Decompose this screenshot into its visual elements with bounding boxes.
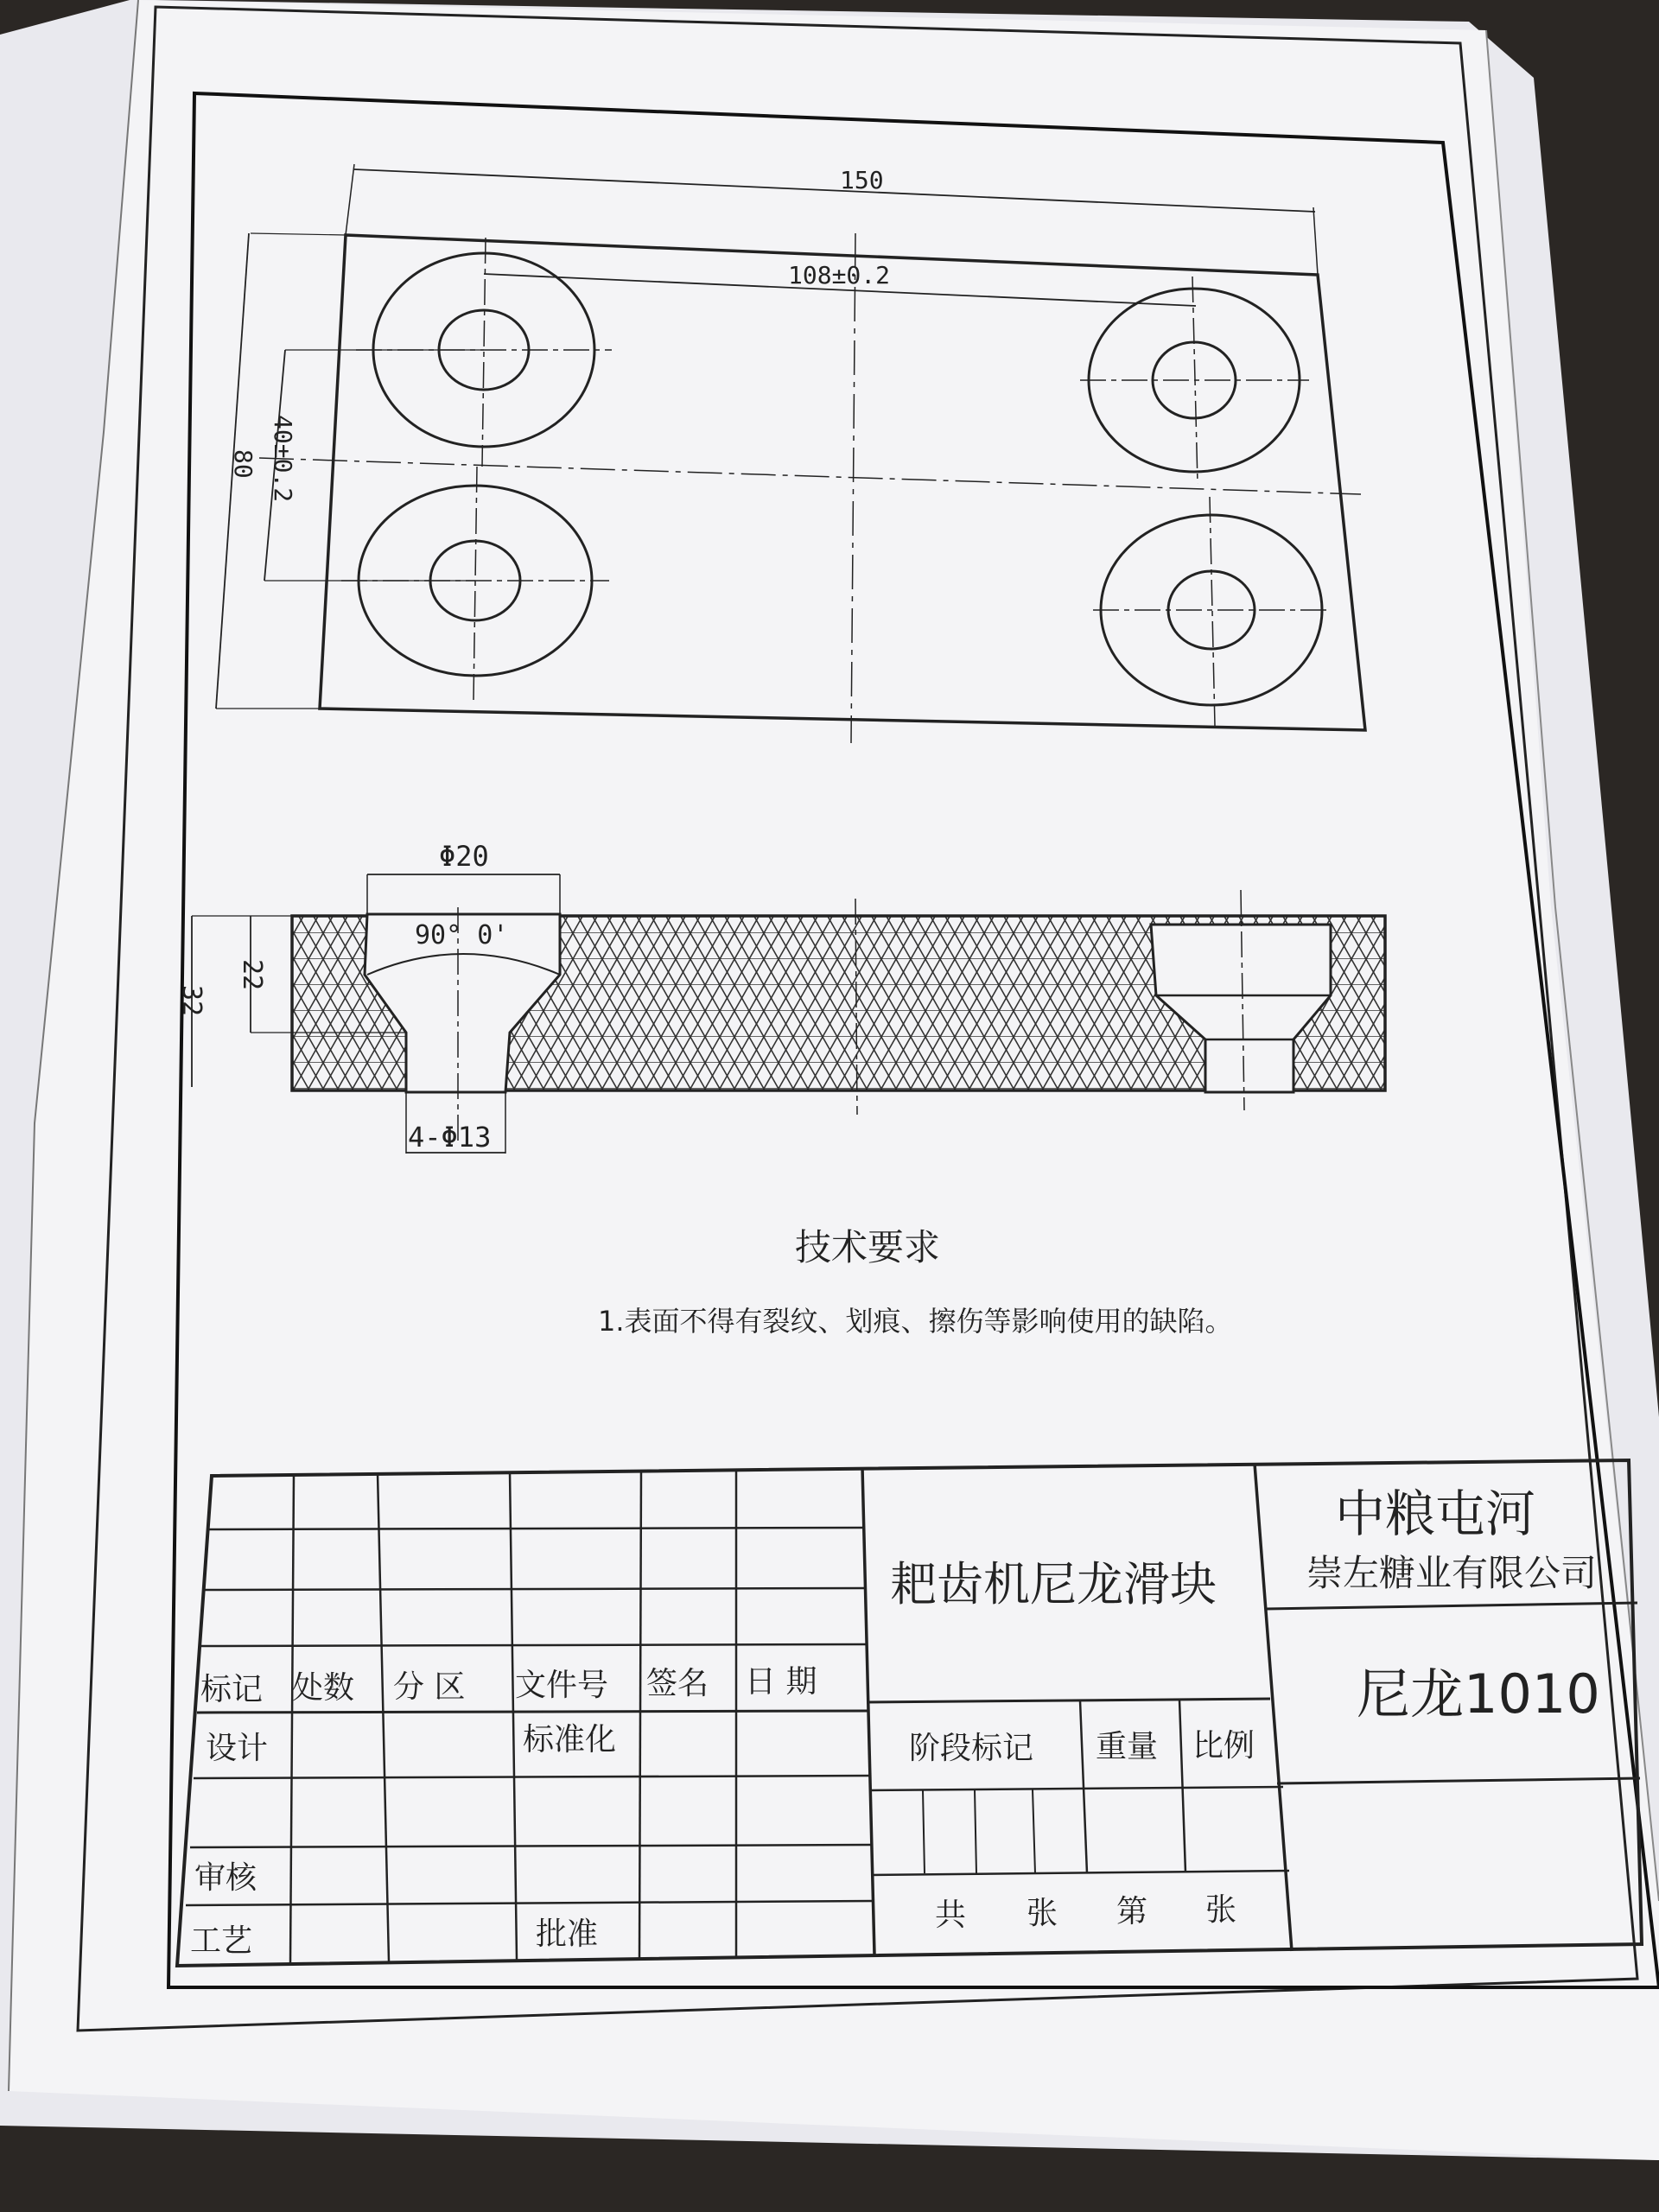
scale-label: 比例 xyxy=(1192,1728,1255,1764)
stage-mark-label: 阶段标记 xyxy=(909,1731,1034,1766)
dim-phi20-label: Φ20 xyxy=(439,840,489,873)
sheet-no-label: 第 xyxy=(1116,1894,1148,1929)
header-file-no: 文件号 xyxy=(515,1668,609,1703)
sheet-word-1: 张 xyxy=(1027,1896,1058,1931)
dim-108-label: 108±0.2 xyxy=(788,261,891,289)
tech-req-item-1: 1.表面不得有裂纹、划痕、擦伤等影响使用的缺陷。 xyxy=(598,1305,1233,1338)
process-label: 工艺 xyxy=(190,1923,253,1959)
dim-150-label: 150 xyxy=(840,166,884,194)
part-name: 耙齿机尼龙滑块 xyxy=(890,1557,1217,1611)
header-count: 处数 xyxy=(292,1670,355,1706)
tech-req-title: 技术要求 xyxy=(795,1226,941,1268)
header-mark: 标记 xyxy=(200,1672,264,1707)
approval-label: 批准 xyxy=(536,1916,599,1952)
review-label: 审核 xyxy=(194,1860,257,1896)
dim-40-label: 40±0.2 xyxy=(269,415,297,503)
company-name-2: 崇左糖业有限公司 xyxy=(1306,1552,1598,1594)
company-name-1: 中粮屯河 xyxy=(1335,1484,1536,1543)
standardization-label: 标准化 xyxy=(523,1722,617,1758)
dim-holes-label: 4-Φ13 xyxy=(408,1121,492,1154)
design-label: 设计 xyxy=(206,1731,269,1766)
weight-label: 重量 xyxy=(1096,1729,1159,1764)
dim-32-label: 32 xyxy=(176,985,207,1017)
dim-80-label: 80 xyxy=(229,449,257,479)
total-sheets-label: 共 xyxy=(935,1897,967,1933)
header-zone: 分 区 xyxy=(393,1669,466,1705)
dim-22-label: 22 xyxy=(237,959,267,991)
sheet-word-2: 张 xyxy=(1205,1892,1237,1928)
dim-angle-label: 90° 0' xyxy=(415,920,509,950)
material-label: 尼龙1010 xyxy=(1357,1662,1600,1726)
header-date: 日 期 xyxy=(745,1664,817,1700)
header-signature: 签名 xyxy=(646,1666,709,1701)
